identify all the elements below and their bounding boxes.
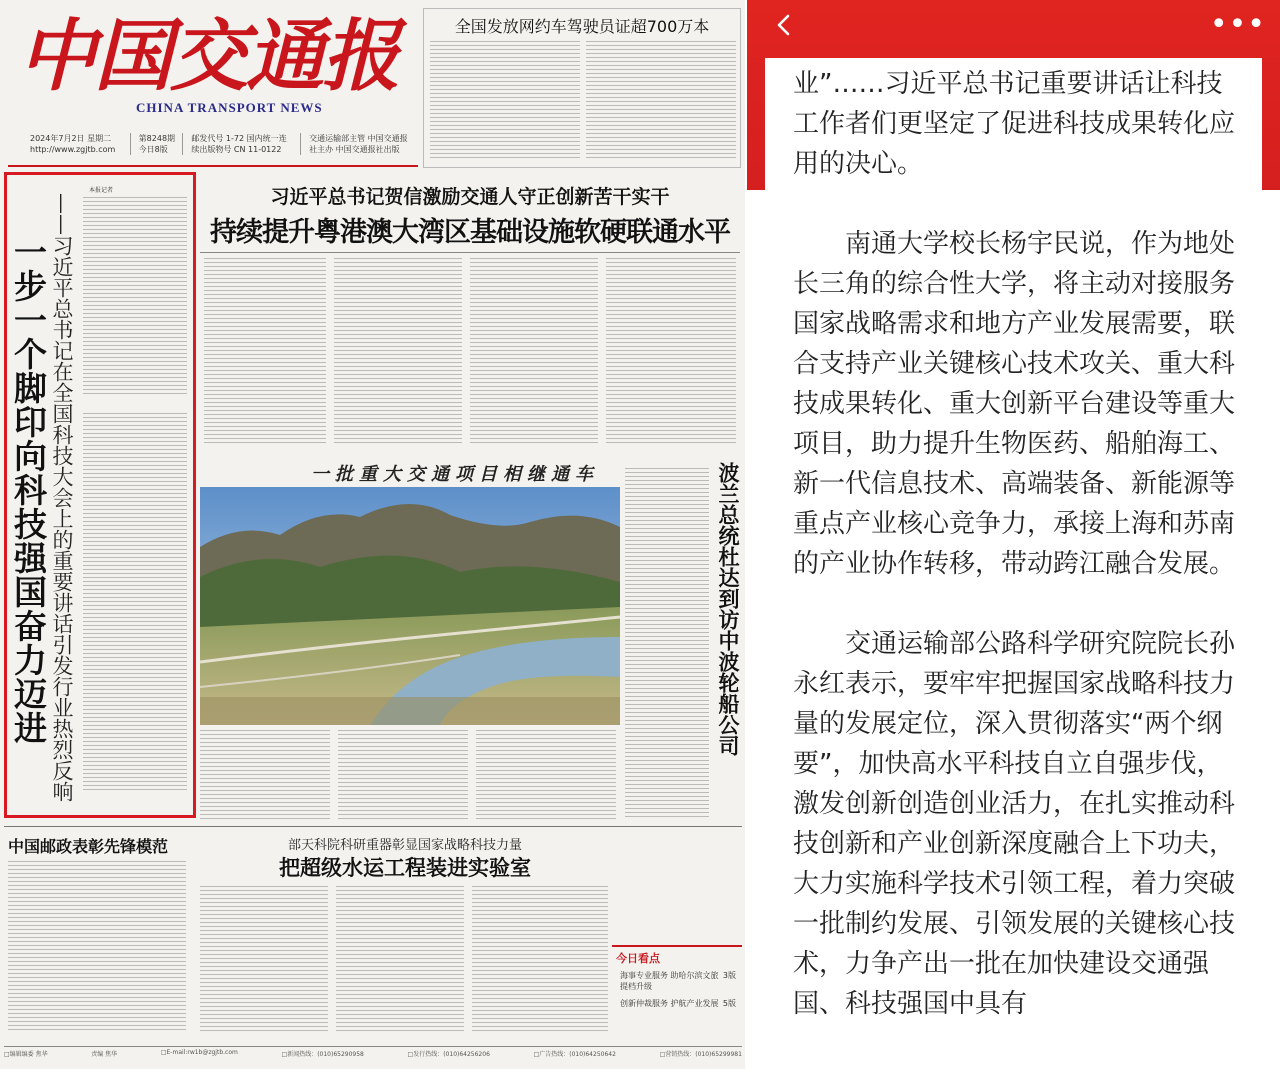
top-story-title: 全国发放网约车驾驶员证超700万本 [454, 17, 710, 36]
masthead-divider [8, 165, 418, 167]
footer-item: □广告热线：(010)64250642 [533, 1051, 616, 1058]
photo-story-column [200, 730, 330, 822]
bottom-story-column [200, 886, 328, 1031]
footer-item: □E-mail:rw1b@zgjtb.com [160, 1049, 238, 1056]
right-story-body [625, 468, 709, 818]
masthead-info-publisher: 交通运输部主管 中国交通报社主办 中国交通报社出版 [309, 134, 408, 154]
section-divider [4, 826, 742, 827]
top-story-text [586, 41, 736, 159]
bottom-left-body [8, 861, 186, 1031]
main-story-columns [200, 258, 740, 448]
article-body [793, 64, 1243, 1064]
photo-story-column [338, 730, 468, 822]
masthead [18, 12, 418, 116]
bottom-story-column [472, 886, 608, 1031]
article-paragraph: 业”……习近平总书记重要讲话让科技工作者们更坚定了促进科技成果转化应用的决心。 [793, 69, 1236, 179]
photo-story-text [200, 730, 620, 825]
more-icon[interactable]: ••• [1209, 7, 1266, 42]
today-item[interactable] [620, 970, 742, 992]
top-story [423, 8, 741, 168]
bottom-story-body [200, 882, 610, 1032]
lead-story-text [83, 185, 189, 805]
bottom-left-title[interactable]: 中国邮政表彰先锋模范 [8, 837, 169, 856]
today-item-page: 3版 [722, 971, 736, 980]
today-item[interactable] [620, 998, 742, 1009]
main-story-column [470, 258, 598, 446]
masthead-title: 中国交通报 [18, 11, 399, 102]
article-paragraph: 交通运输部公路科学研究院院长孙永红表示，要牢牢把握国家战略科技力量的发展定位，深入贯彻落实“两个纲要”，加快高水平科技自立自强步伐，激发创新创造创业活力，在扎实推动科技创新和产业创新深度融合上下功夫，大力实施科学技术引领工程，着力突破一批制约发展、引领发展的关键核心技术，力争产出一批在加快建设交通强国、科技强国中具有 [793, 629, 1236, 1019]
footer-item: 责编 焦华 [91, 1051, 118, 1058]
article-card [765, 58, 1262, 1069]
main-story-column [606, 258, 736, 446]
main-story-headline[interactable]: 持续提升粤港澳大湾区基础设施软硬联通水平 [210, 217, 730, 248]
photo-story-column [476, 730, 616, 822]
landscape-photo-image [200, 487, 620, 725]
lead-story-body [83, 197, 187, 397]
today-highlights [612, 945, 742, 1033]
main-story-column [334, 258, 462, 446]
footer-item: □编辑编委 焦华 [4, 1051, 48, 1058]
lead-story-body [83, 413, 187, 793]
newspaper-footer [4, 1046, 742, 1058]
footer-item: □新闻热线：(010)65290958 [281, 1051, 364, 1058]
right-story [625, 460, 743, 825]
main-story-kicker: 习近平总书记贺信激励交通人守正创新苦干实干 [270, 186, 670, 208]
photo-caption: 一批重大交通项目相继通车 [311, 464, 599, 485]
lead-story-title: 一步一个脚印向科技强国奋力迈进 [9, 235, 48, 745]
lead-story-highlight[interactable] [4, 172, 196, 818]
today-highlights-title: 今日看点 [616, 952, 660, 965]
masthead-info [30, 133, 420, 155]
top-story-text [430, 41, 580, 159]
masthead-info-date: 2024年7月2日 星期二 http://www.zgjtb.com [30, 133, 131, 155]
right-story-title[interactable]: 波兰总统杜达到访中波轮船公司 [716, 462, 740, 756]
main-story-column [204, 258, 326, 446]
landscape-photo[interactable] [200, 487, 620, 725]
bottom-left-story [4, 830, 190, 1030]
today-item-label: 创新仲裁服务 护航产业发展 [620, 999, 719, 1008]
masthead-info-issue: 第8248期 今日8版 [139, 133, 184, 155]
masthead-english: CHINA TRANSPORT NEWS [136, 100, 323, 115]
today-item-page: 5版 [722, 999, 736, 1008]
today-item-label: 海事专业服务 助哈尔滨文旅提档升级 [620, 971, 719, 991]
headline-divider [200, 252, 740, 253]
bottom-story-column [336, 886, 464, 1031]
footer-item: □营销热线：(010)65299981 [659, 1051, 742, 1058]
bottom-story-title[interactable]: 把超级水运工程装进实验室 [279, 856, 531, 880]
masthead-info-code: 邮发代号 1-72 国内统一连续出版物号 CN 11-0122 [191, 133, 301, 155]
article-paragraph: 南通大学校长杨宇民说，作为地处长三角的综合性大学，将主动对接服务国家战略需求和地方产业发展需要，联合支持产业关键核心技术攻关、重大科技成果转化、重大创新平台建设等重大项目，助力提升生物医药、船舶海工、新一代信息技术、高端装备、新能源等重点产业核心竞争力，承接上海和苏南的产业协作转移，带动跨江融合发展。 [793, 229, 1236, 579]
lead-story-subtitle: ——习近平总书记在全国科技大会上的重要讲话引发行业热烈反响 [50, 193, 74, 802]
lead-story-byline: 本报记者 [89, 187, 114, 194]
mobile-article-view [747, 0, 1280, 1069]
back-icon[interactable] [773, 14, 795, 36]
footer-item: □发行热线：(010)64256206 [407, 1051, 490, 1058]
bottom-story-kicker: 部天科院科研重器彰显国家战略科技力量 [287, 838, 522, 853]
